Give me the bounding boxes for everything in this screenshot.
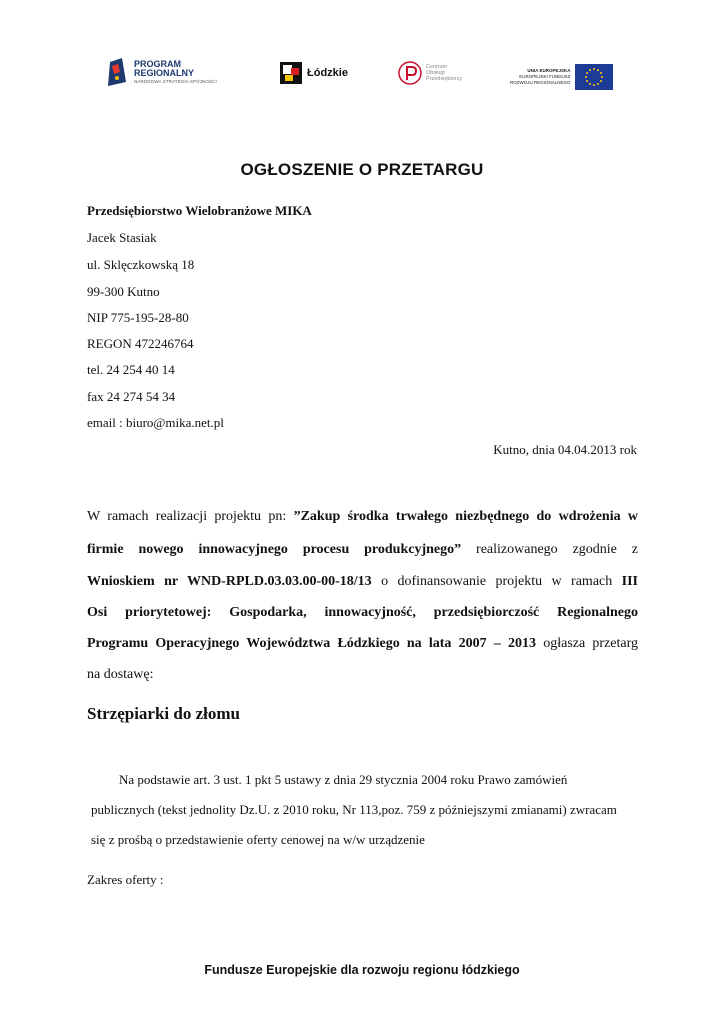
cop-line2: Obsługi bbox=[426, 69, 445, 76]
document-date: Kutno, dnia 04.04.2013 rok bbox=[493, 442, 637, 457]
intro-l3-c: III bbox=[621, 574, 639, 589]
program-tagline: NARODOWA STRATEGIA SPÓJNOŚCI bbox=[134, 78, 217, 84]
intro-line-2 bbox=[87, 542, 638, 558]
eu-star bbox=[597, 69, 599, 71]
legal-line-1: Na podstawie art. 3 ust. 1 pkt 5 ustawy z dnia 29 stycznia 2004 roku Prawo zamówień bbox=[119, 772, 568, 787]
company-tel: tel. 24 254 40 14 bbox=[87, 362, 175, 377]
eu-line1: UNIA EUROPEJSKA bbox=[527, 68, 571, 74]
eu-star bbox=[586, 72, 588, 74]
intro-l5-b: ogłasza przetarg bbox=[543, 636, 638, 651]
eu-star bbox=[597, 83, 599, 85]
legal-line-2: publicznych (tekst jednolity Dz.U. z 2010 roku, Nr 113,poz. 759 z późniejszymi zmianami) zwracam bbox=[91, 802, 617, 817]
eu-star bbox=[586, 80, 588, 82]
cop-line3: Przedsiębiorcy bbox=[426, 76, 463, 83]
intro-l6-a: na dostawę: bbox=[87, 667, 154, 682]
intro-line-1 bbox=[87, 509, 638, 525]
program-line1: PROGRAM bbox=[134, 58, 181, 69]
eu-flag-icon bbox=[575, 64, 613, 90]
intro-l4-a: Osi priorytetowej: Gospodarka, innowacyjność, przedsiębiorczość Regionalnego bbox=[87, 605, 638, 620]
scope-label: Zakres oferty : bbox=[87, 872, 164, 887]
intro-l2-b: realizowanego zgodnie z bbox=[476, 542, 639, 557]
intro-l1-a: W ramach realizacji projektu pn: bbox=[87, 509, 287, 524]
lodzkie-icon bbox=[280, 62, 302, 84]
intro-line-6 bbox=[87, 667, 638, 683]
cop-line1: Centrum bbox=[426, 63, 448, 70]
eu-star bbox=[593, 68, 595, 70]
program-regionalny-logo bbox=[108, 58, 217, 86]
eu-star bbox=[599, 80, 601, 82]
eu-star bbox=[599, 72, 601, 74]
company-regon: REGON 472246764 bbox=[87, 336, 194, 351]
company-nip: NIP 775-195-28-80 bbox=[87, 310, 189, 325]
company-owner: Jacek Stasiak bbox=[87, 230, 157, 245]
page-title: OGŁOSZENIE O PRZETARGU bbox=[240, 160, 484, 179]
lodzkie-logo bbox=[280, 62, 348, 84]
eu-line3: ROZWOJU REGIONALNEGO bbox=[510, 79, 571, 85]
eu-star bbox=[589, 69, 591, 71]
eu-logo bbox=[510, 64, 613, 90]
eu-star bbox=[601, 76, 603, 78]
intro-line-5 bbox=[87, 636, 638, 652]
intro-l3-a: Wnioskiem nr WND-RPLD.03.03.00-00-18/13 bbox=[87, 574, 372, 589]
subject-heading: Strzępiarki do złomu bbox=[87, 704, 240, 723]
logo-bar bbox=[0, 52, 724, 102]
program-line2: REGIONALNY bbox=[134, 67, 195, 78]
program-regionalny-icon bbox=[108, 58, 128, 86]
company-city: 99-300 Kutno bbox=[87, 284, 160, 299]
legal-line-3: się z prośbą o przedstawienie oferty cenowej na w/w urządzenie bbox=[91, 832, 425, 847]
eu-star bbox=[593, 84, 595, 86]
eu-star bbox=[589, 83, 591, 85]
lodzkie-label: Łódzkie bbox=[307, 67, 348, 79]
company-email: email : biuro@mika.net.pl bbox=[87, 415, 224, 430]
intro-line-3 bbox=[87, 574, 638, 590]
intro-l3-b: o dofinansowanie projektu w ramach bbox=[381, 574, 613, 589]
intro-line-4 bbox=[87, 605, 638, 621]
footer-text: Fundusze Europejskie dla rozwoju regionu łódzkiego bbox=[204, 963, 520, 977]
company-fax: fax 24 274 54 34 bbox=[87, 389, 176, 404]
cop-logo bbox=[398, 60, 462, 86]
intro-l5-a: Programu Operacyjnego Województwa Łódzkiego na lata 2007 – 2013 bbox=[87, 636, 537, 651]
eu-star bbox=[585, 76, 587, 78]
eu-line2: EUROPEJSKI FUNDUSZ bbox=[519, 74, 571, 80]
intro-l1-b: ”Zakup środka trwałego niezbędnego do wdrożenia w bbox=[293, 509, 639, 524]
company-street: ul. Sklęczkowską 18 bbox=[87, 257, 195, 272]
company-name: Przedsiębiorstwo Wielobranżowe MIKA bbox=[87, 203, 312, 218]
intro-l2-a: firmie nowego innowacyjnego procesu produkcyjnego” bbox=[87, 542, 462, 557]
cop-icon bbox=[398, 60, 422, 86]
